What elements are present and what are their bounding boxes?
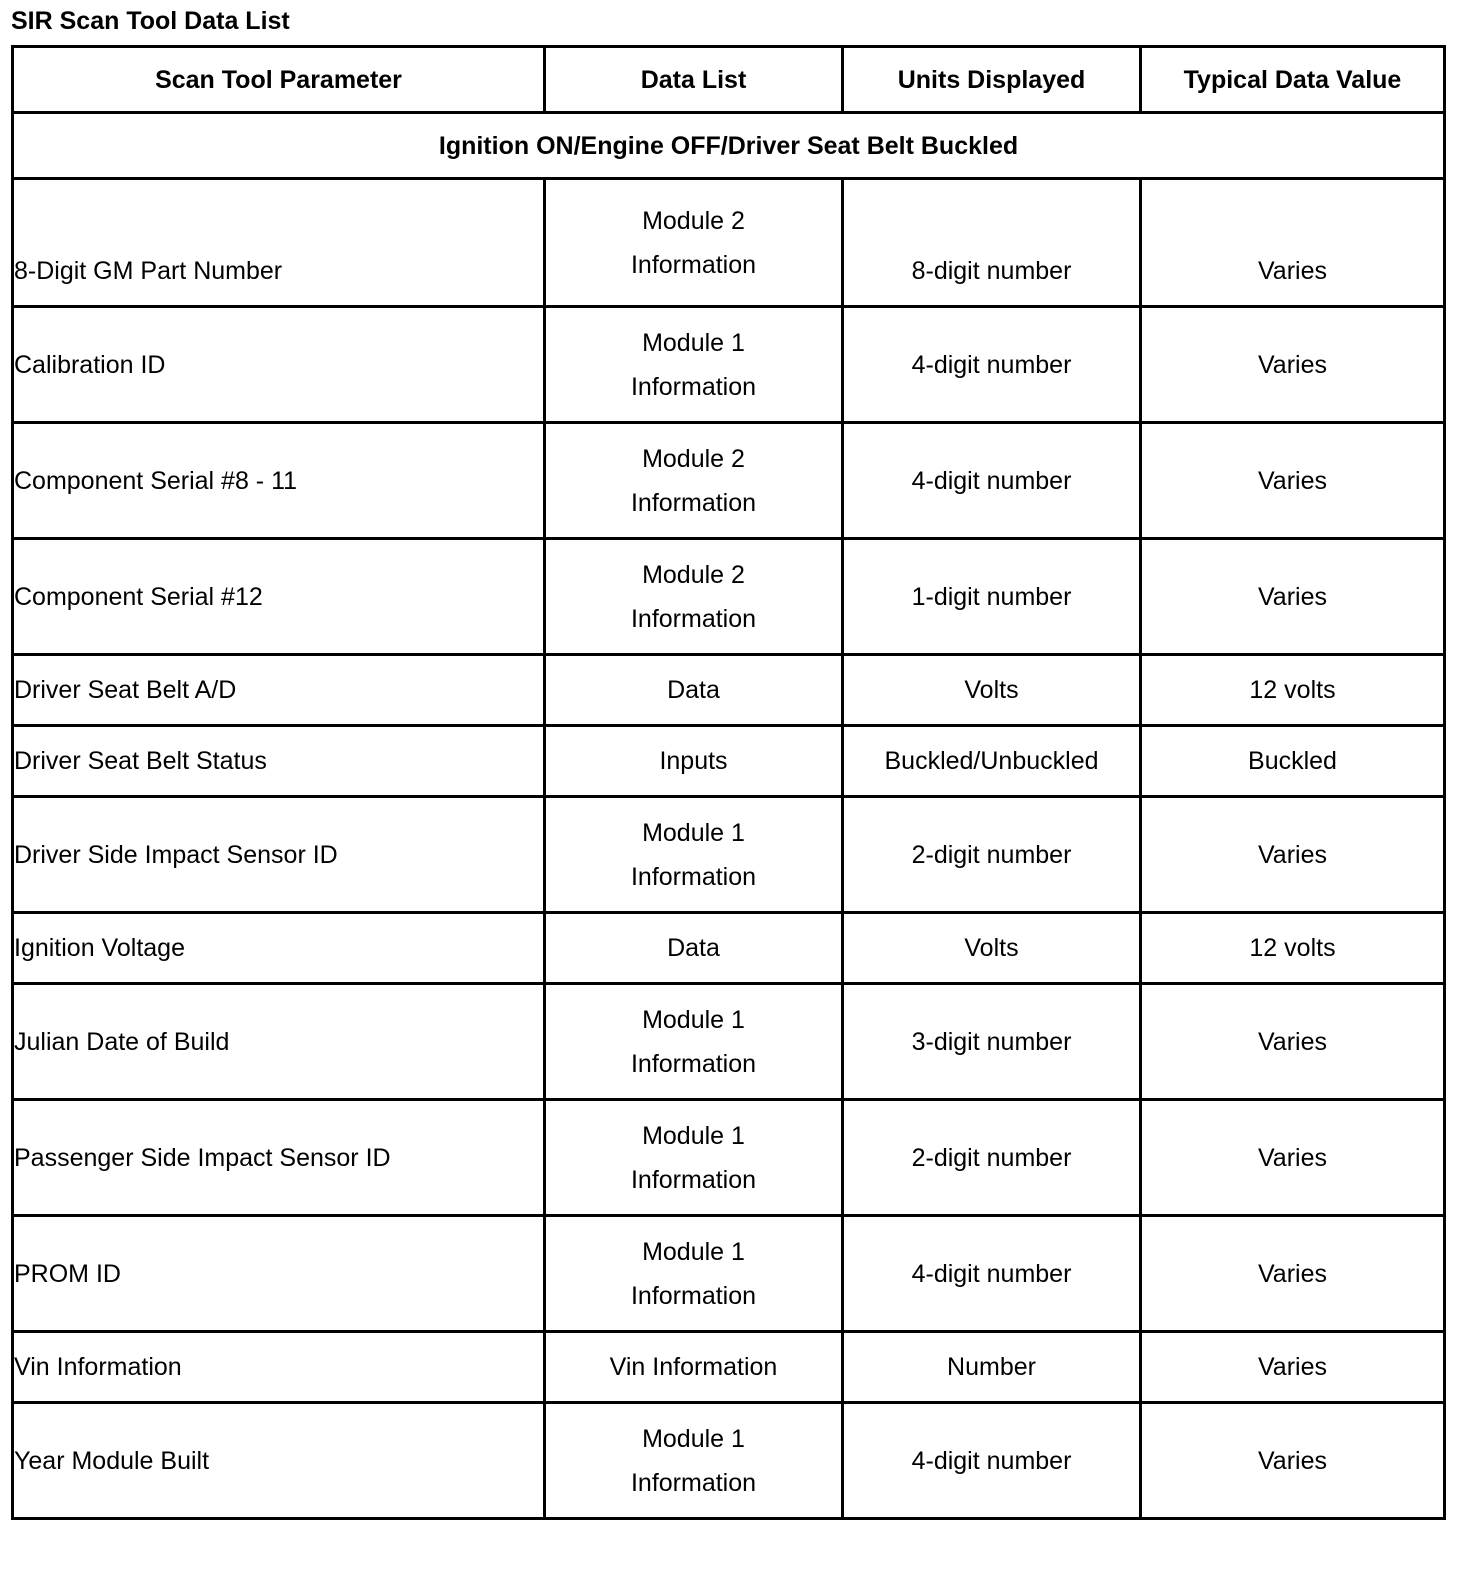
- units-cell: 4-digit number: [843, 1403, 1141, 1519]
- table-row: [13, 1100, 1445, 1216]
- typical-value-cell: Varies: [1141, 423, 1445, 539]
- data-list-line: Information: [630, 1049, 757, 1078]
- table-header-row: [13, 47, 1445, 113]
- units-cell: 4-digit number: [843, 1216, 1141, 1332]
- data-list-line: Data: [667, 676, 720, 704]
- units-cell: 8-digit number: [843, 179, 1141, 307]
- data-list-cell: [545, 1403, 843, 1519]
- table-row: [13, 1403, 1445, 1519]
- data-list-line: Information: [630, 250, 757, 279]
- parameter-cell: PROM ID: [13, 1216, 545, 1332]
- units-cell: 3-digit number: [843, 984, 1141, 1100]
- table-row: [13, 726, 1445, 797]
- typical-value-cell: Varies: [1141, 797, 1445, 913]
- data-list-line: Information: [630, 862, 757, 891]
- typical-value-cell: Varies: [1141, 179, 1445, 307]
- scan-tool-data-table: [11, 45, 1446, 1520]
- table-row: [13, 1216, 1445, 1332]
- typical-value-cell: Varies: [1141, 1403, 1445, 1519]
- condition-label: Ignition ON/Engine OFF/Driver Seat Belt Buckled: [13, 113, 1445, 179]
- parameter-cell: Vin Information: [13, 1332, 545, 1403]
- data-list-line: Module 1: [642, 818, 745, 847]
- parameter-cell: Passenger Side Impact Sensor ID: [13, 1100, 545, 1216]
- typical-value-cell: 12 volts: [1141, 655, 1445, 726]
- header-scan-tool-parameter: Scan Tool Parameter: [13, 47, 545, 113]
- data-list-cell: [545, 1332, 843, 1403]
- data-list-cell: [545, 913, 843, 984]
- units-cell: 2-digit number: [843, 1100, 1141, 1216]
- typical-value-cell: Varies: [1141, 1332, 1445, 1403]
- typical-value-cell: Varies: [1141, 539, 1445, 655]
- parameter-cell: 8-Digit GM Part Number: [13, 179, 545, 307]
- typical-value-cell: Varies: [1141, 1100, 1445, 1216]
- units-cell: Number: [843, 1332, 1141, 1403]
- data-list-line: Data: [667, 934, 720, 962]
- data-list-line: Module 1: [642, 328, 745, 357]
- condition-row: [13, 113, 1445, 179]
- parameter-cell: Calibration ID: [13, 307, 545, 423]
- document-title: SIR Scan Tool Data List: [11, 7, 290, 35]
- data-list-line: Vin Information: [609, 1353, 778, 1381]
- parameter-cell: Year Module Built: [13, 1403, 545, 1519]
- data-list-cell: [545, 797, 843, 913]
- header-units-displayed: Units Displayed: [843, 47, 1141, 113]
- parameter-cell: Driver Seat Belt Status: [13, 726, 545, 797]
- data-list-line: Module 1: [642, 1424, 745, 1453]
- units-cell: 4-digit number: [843, 423, 1141, 539]
- table-row: [13, 655, 1445, 726]
- data-list-line: Information: [630, 1281, 757, 1310]
- data-list-cell: [545, 1216, 843, 1332]
- units-cell: Volts: [843, 655, 1141, 726]
- table-row: [13, 984, 1445, 1100]
- data-list-line: Inputs: [659, 747, 728, 775]
- data-list-line: Information: [630, 604, 757, 633]
- data-list-cell: [545, 307, 843, 423]
- data-list-line: Module 1: [642, 1237, 745, 1266]
- data-list-line: Information: [630, 1468, 757, 1497]
- typical-value-cell: Buckled: [1141, 726, 1445, 797]
- header-data-list: Data List: [545, 47, 843, 113]
- parameter-cell: Julian Date of Build: [13, 984, 545, 1100]
- parameter-cell: Component Serial #12: [13, 539, 545, 655]
- data-list-cell: [545, 726, 843, 797]
- units-cell: 4-digit number: [843, 307, 1141, 423]
- units-cell: Volts: [843, 913, 1141, 984]
- data-list-cell: [545, 179, 843, 307]
- table-row: [13, 1332, 1445, 1403]
- data-list-line: Module 2: [642, 560, 745, 589]
- data-list-cell: [545, 539, 843, 655]
- parameter-cell: Driver Seat Belt A/D: [13, 655, 545, 726]
- table-row: [13, 797, 1445, 913]
- data-list-line: Module 1: [642, 1121, 745, 1150]
- data-list-cell: [545, 655, 843, 726]
- data-list-line: Information: [630, 372, 757, 401]
- data-list-line: Module 2: [642, 444, 745, 473]
- parameter-cell: Driver Side Impact Sensor ID: [13, 797, 545, 913]
- data-list-line: Module 1: [642, 1005, 745, 1034]
- data-list-cell: [545, 1100, 843, 1216]
- typical-value-cell: Varies: [1141, 307, 1445, 423]
- parameter-cell: Ignition Voltage: [13, 913, 545, 984]
- data-list-line: Information: [630, 488, 757, 517]
- table-row: [13, 307, 1445, 423]
- data-list-line: Information: [630, 1165, 757, 1194]
- table-row: [13, 423, 1445, 539]
- typical-value-cell: 12 volts: [1141, 913, 1445, 984]
- data-list-cell: [545, 423, 843, 539]
- table-row: [13, 913, 1445, 984]
- units-cell: 1-digit number: [843, 539, 1141, 655]
- data-list-line: Module 2: [642, 206, 745, 235]
- data-list-cell: [545, 984, 843, 1100]
- typical-value-cell: Varies: [1141, 1216, 1445, 1332]
- units-cell: 2-digit number: [843, 797, 1141, 913]
- table-row: [13, 179, 1445, 307]
- typical-value-cell: Varies: [1141, 984, 1445, 1100]
- parameter-cell: Component Serial #8 - 11: [13, 423, 545, 539]
- table-row: [13, 539, 1445, 655]
- units-cell: Buckled/Unbuckled: [843, 726, 1141, 797]
- header-typical-data-value: Typical Data Value: [1141, 47, 1445, 113]
